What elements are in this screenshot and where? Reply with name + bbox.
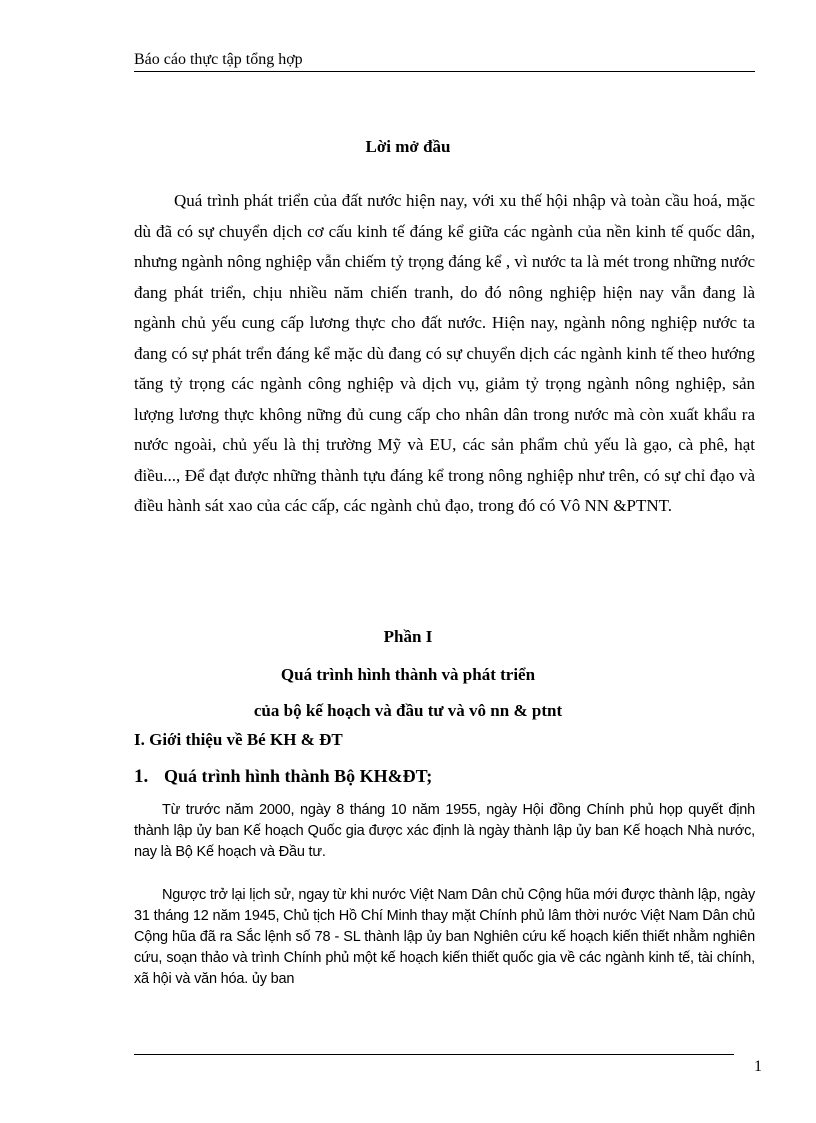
page-title: Lời mở đầu [365,137,451,156]
page-number: 1 [754,1058,762,1075]
section-heading: I. Giới thiệu về Bé KH & ĐT [134,730,343,749]
running-header: Báo cáo thực tập tổng hợp [134,50,755,72]
subsection-number: 1. [134,766,149,787]
body-paragraph-1-block [134,800,755,863]
footer-divider [134,1054,734,1055]
part-label: Phần I [383,627,433,646]
part-subtitle-1: Quá trình hình thành và phát triển [280,665,536,684]
subsection-heading [134,766,432,788]
part-subtitle-2: của bộ kế hoạch và đầu tư và vô nn & ptnt [253,701,563,720]
intro-section [134,186,755,522]
subsection-title: Quá trình hình thành Bộ KH&ĐT; [164,766,433,786]
intro-paragraph: Quá trình phát triển của đất nước hiện nay, với xu thế hội nhập và toàn cầu hoá, mặc dù đã có sự chuyển dịch cơ cấu kinh tế đáng kể giữa các ngành của nền kinh tế quốc dân, nhưng ngành nông nghiệp vẫn chiếm tỷ trọng đáng kể , vì nước ta là mét trong những nước đang phát triển, chịu nhiều năm chiến tranh, do đó nông nghiệp hiện nay vẫn đang là ngành chủ yếu cung cấp lương thực cho đất nước. Hiện nay, ngành nông nghiệp nước ta đang có sự phát trển đáng kể mặc dù đang có sự chuyển dịch các ngành kinh tế theo hướng tăng tỷ trọng các ngành công nghiệp và dịch vụ, giảm tỷ trọng ngành nông nghiệp, sản lượng lương thực không nững đủ cung cấp cho nhân dân trong nước mà còn xuất khẩu ra nước ngoài, chủ yếu là thị trường Mỹ và EU, các sản phẩm chủ yếu là gạo, cà phê, hạt điều..., Để đạt được những thành tựu đáng kể trong nông nghiệp như trên, có sự chỉ đạo và điều hành sát xao của các cấp, các ngành chủ đạo, trong đó có Vô NN &PTNT. [134,191,755,515]
body-paragraph: Ngược trở lại lịch sử, ngay từ khi nước Việt Nam Dân chủ Cộng hũa mới được thành lập, ngày 31 tháng 12 năm 1945, Chủ tịch Hồ Chí Minh thay mặt Chính phủ lâm thời nước Việt Nam Dân chủ Cộng hũa đã ra Sắc lệnh số 78 - SL thành lập ủy ban Nghiên cứu kế hoạch kiến thiết nhằm nghiên cứu, soạn thảo và trình Chính phủ một kế hoạch kiến thiết quốc gia về các ngành kinh tế, tài chính, xã hội và văn hóa. ủy ban [134,887,755,987]
body-paragraph-2-block [134,885,755,990]
body-paragraph: Từ trước năm 2000, ngày 8 tháng 10 năm 1955, ngày Hội đồng Chính phủ họp quyết định thành lập ủy ban Kế hoạch Quốc gia được xác định là ngày thành lập ủy ban Kế hoạch Nhà nước, nay là Bộ Kế hoạch và Đầu tư. [134,802,755,860]
